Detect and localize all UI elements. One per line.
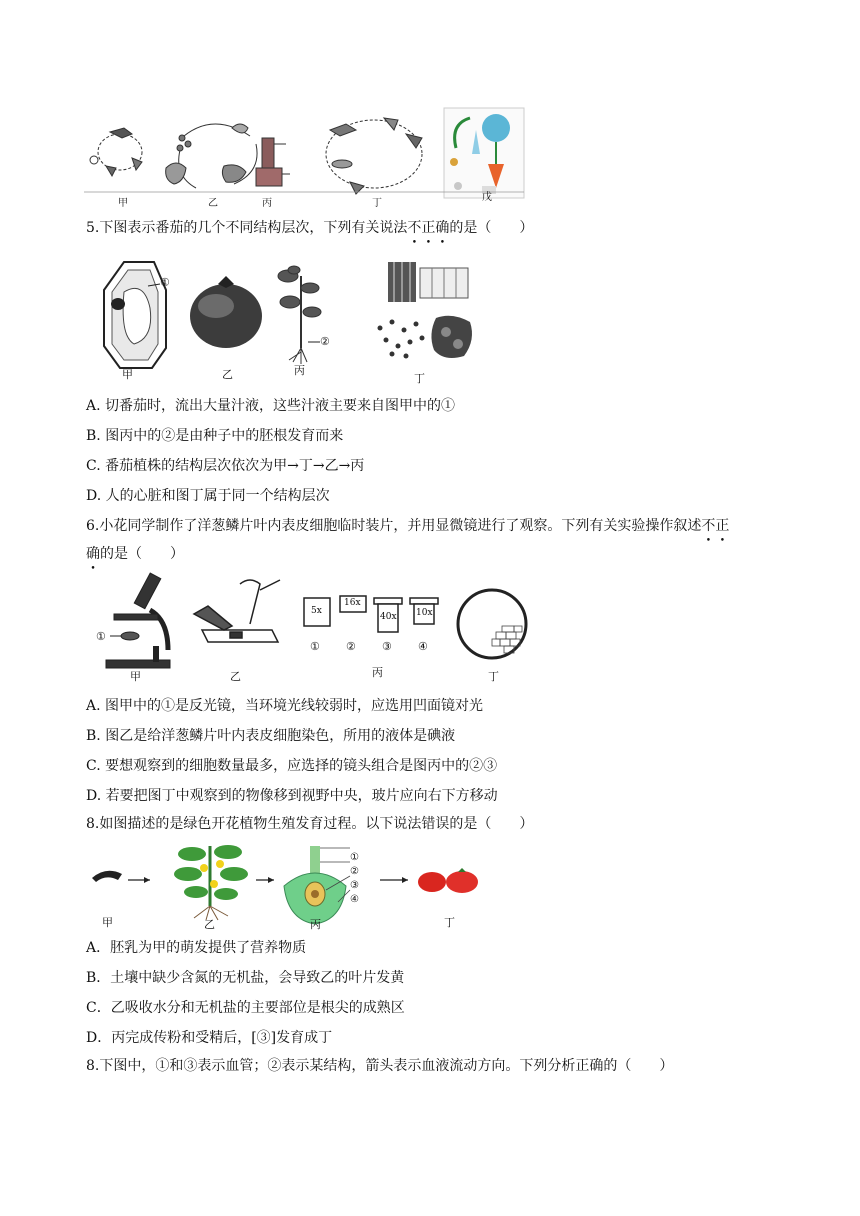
q8a-label-ding: 丁 xyxy=(444,916,455,929)
reproduction-figure xyxy=(88,840,488,930)
life-cycle-ding xyxy=(326,118,422,194)
microscope-marker-1: ① xyxy=(96,630,106,643)
label-yi: 乙 xyxy=(208,198,218,209)
tomato-image xyxy=(190,276,262,348)
lens-label-5x: 5x xyxy=(311,606,322,616)
label-bing: 丙 xyxy=(262,198,272,209)
q8a-option-a: A．胚乳为甲的萌发提供了营养物质 xyxy=(86,940,307,956)
pistil-marker-4: ④ xyxy=(350,894,359,905)
q5-option-a: A. 切番茄时，流出大量汁液，这些汁液主要来自图甲中的① xyxy=(86,398,456,414)
lens-label-40x: 40x xyxy=(380,612,397,622)
tomato-fruit-image xyxy=(418,868,478,893)
life-cycle-wu xyxy=(444,108,524,198)
q6-option-c: C. 要想观察到的细胞数量最多，应选择的镜头组合是图丙中的②③ xyxy=(86,758,498,774)
label-ding: 丁 xyxy=(372,198,382,209)
q8a-label-yi: 乙 xyxy=(204,918,215,931)
q5-label-ding: 丁 xyxy=(414,372,425,385)
q5-label-bing: 丙 xyxy=(294,364,305,377)
lens-label-16x: 16x xyxy=(344,598,361,608)
q5-option-b: B. 图丙中的②是由种子中的胚根发育而来 xyxy=(86,428,344,444)
q6-stem-line1: 6.小花同学制作了洋葱鳞片叶内表皮细胞临时装片，并用显微镜进行了观察。下列有关实验操作叙述不正 xyxy=(86,518,730,534)
tomato-levels-figure xyxy=(96,256,486,386)
q6-label-bing: 丙 xyxy=(372,666,383,679)
q6-option-a: A. 图甲中的①是反光镜，当环境光线较弱时，应选用凹面镜对光 xyxy=(86,698,484,714)
q8a-option-c: C．乙吸收水分和无机盐的主要部位是根尖的成熟区 xyxy=(86,1000,405,1016)
pistil-image xyxy=(284,846,350,924)
q5-label-yi: 乙 xyxy=(222,368,233,381)
q8a-label-bing: 丙 xyxy=(310,918,321,931)
q8a-option-b: B．土壤中缺少含氮的无机盐，会导致乙的叶片发黄 xyxy=(86,970,405,986)
lens-number-2: ② xyxy=(346,640,356,653)
microscope-image xyxy=(106,573,170,668)
pistil-marker-1: ① xyxy=(350,852,359,863)
label-wu: 戊 xyxy=(482,192,492,203)
q6-label-yi: 乙 xyxy=(230,670,241,683)
q5-option-c: C. 番茄植株的结构层次依次为甲→丁→乙→丙 xyxy=(86,458,365,474)
plant-cell-image xyxy=(104,262,166,368)
tissue-images xyxy=(378,262,473,359)
plant-marker-2: ② xyxy=(320,335,330,348)
q6-option-b: B. 图乙是给洋葱鳞片叶内表皮细胞染色，所用的液体是碘液 xyxy=(86,728,456,744)
seed-image xyxy=(92,871,122,882)
pistil-marker-3: ③ xyxy=(350,880,359,891)
q5-label-jia: 甲 xyxy=(122,368,133,381)
q8b-stem: 8.下图中，①和③表示血管；②表示某结构，箭头表示血液流动方向。下列分析正确的（ ） xyxy=(86,1058,674,1074)
life-cycle-figure xyxy=(84,108,524,209)
q5-option-d: D. 人的心脏和图丁属于同一个结构层次 xyxy=(86,488,330,504)
lens-number-3: ③ xyxy=(382,640,392,653)
life-cycle-jia xyxy=(90,128,142,176)
life-cycle-yi xyxy=(166,124,257,188)
field-of-view-image xyxy=(458,590,526,658)
plant-image xyxy=(174,845,248,920)
life-cycle-bing xyxy=(256,138,290,186)
q5-stem: 5.下图表示番茄的几个不同结构层次，下列有关说法不正确的是（ ） xyxy=(86,220,534,236)
tomato-plant-image xyxy=(278,266,321,364)
q6-label-jia: 甲 xyxy=(130,670,141,683)
microscope-figure xyxy=(90,570,530,683)
lens-number-1: ① xyxy=(310,640,320,653)
q6-label-ding: 丁 xyxy=(488,670,499,683)
q6-option-d: D. 若要把图丁中观察到的物像移到视野中央，玻片应向右下方移动 xyxy=(86,788,498,804)
label-jia: 甲 xyxy=(118,198,128,209)
lens-label-10x: 10x xyxy=(416,608,433,618)
pistil-marker-2: ② xyxy=(350,866,359,877)
q8a-stem: 8.如图描述的是绿色开花植物生殖发育过程。以下说法错误的是（ ） xyxy=(86,816,534,832)
q8a-option-d: D．丙完成传粉和受精后，[③]发育成丁 xyxy=(86,1030,333,1046)
staining-image xyxy=(194,580,280,642)
q8a-label-jia: 甲 xyxy=(102,916,113,929)
q6-stem-line2: 确的是（ ） xyxy=(86,546,184,562)
lens-number-4: ④ xyxy=(418,640,428,653)
cell-marker-1: ① xyxy=(160,276,170,289)
